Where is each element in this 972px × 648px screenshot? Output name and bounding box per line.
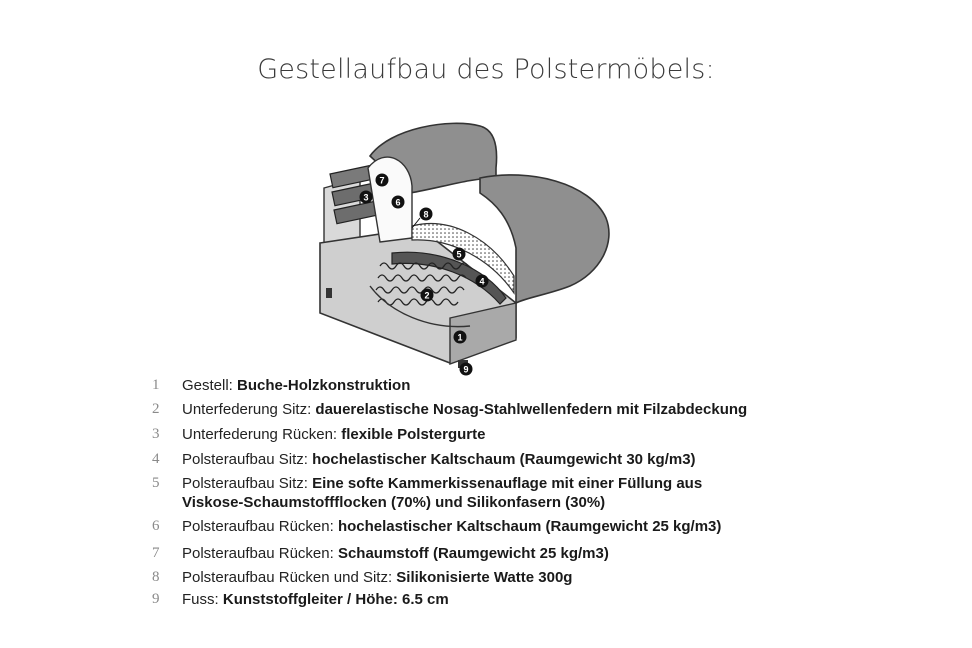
legend-item — [152, 544, 822, 563]
legend-number: 3 — [152, 426, 160, 442]
legend-item — [152, 450, 822, 469]
legend-value: Eine softe Kammerkissenauflage mit einer Füllung aus Viskose-Schaumstoffflocken (70%) und Silikonfasern (30%) — [182, 475, 703, 511]
legend-number: 5 — [152, 475, 160, 491]
legend-number: 2 — [152, 401, 160, 417]
marker-3 — [360, 191, 373, 204]
marker-8 — [420, 208, 433, 221]
legend-value: Kunststoffgleiter / Höhe: 6.5 cm — [222, 591, 449, 608]
legend-value: Silikonisierte Watte 300g — [396, 569, 573, 586]
legend-label: Polsteraufbau Rücken: — [182, 518, 334, 535]
legend-number: 6 — [152, 518, 160, 534]
seat-cushion-shape — [480, 175, 609, 303]
legend-label: Polsteraufbau Sitz: — [182, 475, 308, 492]
legend-item — [152, 425, 822, 444]
legend-label: Unterfederung Rücken: — [182, 426, 338, 443]
svg-text:6: 6 — [395, 197, 401, 208]
legend-number: 1 — [152, 377, 160, 393]
legend-item — [152, 568, 822, 587]
legend-number: 8 — [152, 569, 160, 585]
legend-value: Buche-Holzkonstruktion — [237, 377, 411, 394]
legend-label: Polsteraufbau Rücken: — [182, 545, 334, 562]
legend-value: hochelastischer Kaltschaum (Raumgewicht 25 kg/m3) — [337, 518, 722, 535]
legend-number: 7 — [152, 545, 160, 561]
marker-6 — [392, 196, 405, 209]
svg-text:7: 7 — [379, 175, 385, 186]
legend-label: Polsteraufbau Sitz: — [182, 451, 308, 468]
svg-text:1: 1 — [457, 332, 463, 343]
legend-number: 9 — [152, 591, 160, 607]
legend-item — [152, 474, 742, 512]
legend-label: Unterfederung Sitz: — [182, 401, 312, 418]
legend-item — [152, 400, 822, 419]
legend-label: Polsteraufbau Rücken und Sitz: — [182, 569, 393, 586]
legend-label: Gestell: — [182, 377, 233, 394]
legend-value: Schaumstoff (Raumgewicht 25 kg/m3) — [337, 545, 609, 562]
svg-text:4: 4 — [479, 276, 485, 287]
svg-text:5: 5 — [456, 249, 462, 260]
sofa-cutaway-diagram — [300, 108, 620, 380]
marker-4 — [476, 275, 489, 288]
marker-7 — [376, 174, 389, 187]
legend-label: Fuss: — [182, 591, 219, 608]
legend-item — [152, 517, 822, 536]
marker-5 — [453, 248, 466, 261]
marker-9 — [460, 363, 473, 376]
legend-value: dauerelastische Nosag-Stahlwellenfedern mit Filzabdeckung — [315, 401, 748, 418]
svg-text:9: 9 — [463, 364, 469, 375]
legend-value: hochelastischer Kaltschaum (Raumgewicht 30 kg/m3) — [312, 451, 696, 468]
svg-text:8: 8 — [423, 209, 429, 220]
page-title: Gestellaufbau des Polstermöbels: — [257, 54, 715, 85]
legend-number: 4 — [152, 451, 160, 467]
legend-item — [152, 376, 822, 395]
svg-text:2: 2 — [424, 290, 430, 301]
marker-1 — [454, 331, 467, 344]
legend-item — [152, 590, 822, 609]
svg-text:3: 3 — [363, 192, 369, 203]
legend-value: flexible Polstergurte — [341, 426, 486, 443]
marker-2 — [421, 289, 434, 302]
